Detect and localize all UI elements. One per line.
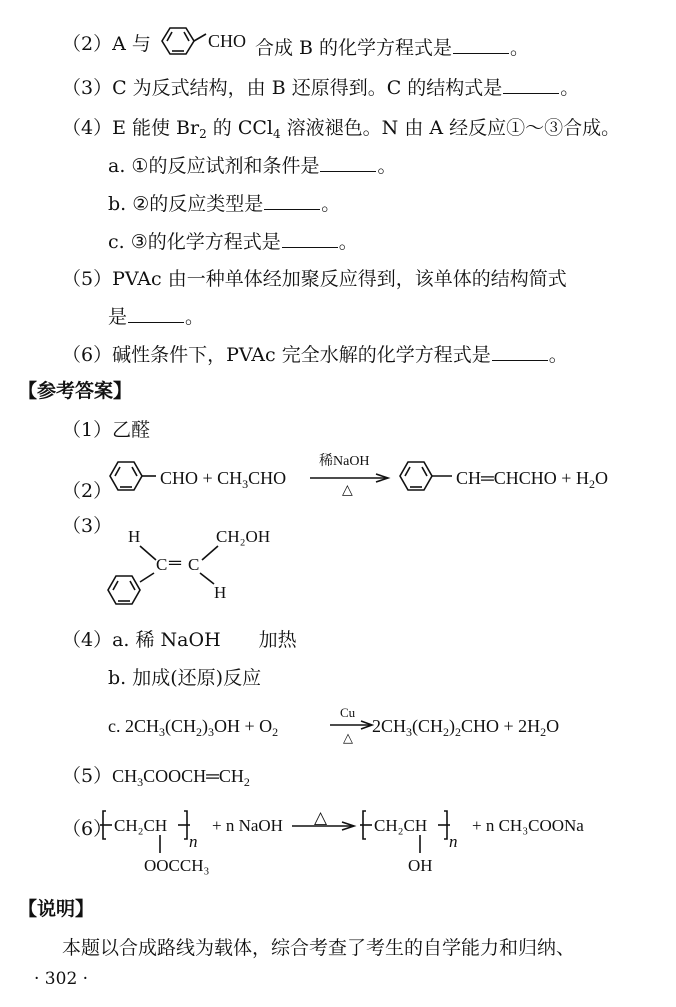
answer-blank[interactable] — [492, 344, 548, 361]
subscript-n: n — [189, 832, 198, 851]
answer-4a: （4）a. 稀 NaOH 加热 — [62, 629, 297, 651]
condition-top: 稀NaOH — [319, 454, 370, 469]
question-4b: b. ②的反应类型是 。 — [108, 193, 341, 215]
question-2: （2）A 与 — [62, 33, 151, 55]
answer-blank[interactable] — [128, 306, 184, 323]
h-atom-bottom: H — [214, 583, 227, 602]
question-number: （2） — [62, 33, 113, 55]
answer-2-reactants: CHO + $CH_3CHO$ — [160, 468, 287, 491]
acetate-group: OOCCH₃ — [144, 856, 210, 875]
structure-cinnamyl-alcohol — [100, 520, 300, 620]
answer-3-number: （3） — [62, 515, 113, 537]
answer-blank[interactable] — [282, 231, 338, 248]
question-5-line2: 是 。 — [108, 306, 205, 328]
answers-heading: 【参考答案】 — [18, 380, 133, 402]
question-6: （6）碱性条件下，PVAc 完全水解的化学方程式是 。 — [62, 344, 568, 366]
reaction-arrow-icon — [330, 721, 378, 731]
subscript-n: n — [449, 832, 458, 851]
answer-4b: b. 加成(还原)反应 — [108, 667, 262, 689]
question-4: （4）E 能使 $Br_2$ 的 CCl$_4$ 溶液褪色。N 由 A 经反应①～③合成。 — [62, 117, 621, 141]
condition-bottom: △ — [342, 483, 353, 498]
condition-heat: △ — [314, 808, 328, 827]
question-4c: c. ③的化学方程式是 。 — [108, 231, 358, 253]
condition-bottom: △ — [343, 730, 353, 745]
question-3: （3）C 为反式结构，由 B 还原得到。C 的结构式是 。 — [62, 77, 580, 99]
h-atom-top: H — [128, 527, 141, 546]
answer-4c-reactants: c. $2CH_3(CH_2)_3OH + O_2$ — [108, 716, 279, 739]
ch2oh-group: CH₂OH — [216, 527, 271, 546]
question-5: （5）PVAc 由一种单体经加聚反应得到，该单体的结构简式 — [62, 268, 567, 290]
answer-blank[interactable] — [264, 193, 320, 210]
notes-text: 本题以合成路线为载体，综合考查了考生的自学能力和归纳、 — [62, 937, 576, 959]
repeat-unit: CH₂CH — [114, 816, 168, 835]
answer-4c-products: $2CH_3(CH_2)_2CHO + 2H_2O$ — [372, 716, 560, 739]
question-4a: a. ①的反应试剂和条件是 。 — [108, 155, 397, 177]
carbon-2: C — [188, 555, 200, 574]
answer-2-number: （2） — [62, 480, 113, 502]
answer-2-products: CH═CHCHO + $H_2O$ — [456, 468, 608, 491]
question-2-rest: 合成 B 的化学方程式是 。 — [255, 37, 530, 59]
page-number: · 302 · — [34, 969, 89, 989]
notes-heading: 【说明】 — [18, 898, 95, 920]
answer-6-equation — [100, 805, 630, 877]
answer-5: $(5)CH_3COOCH═CH_2$ — [62, 765, 250, 789]
hydroxyl-group: OH — [408, 856, 433, 875]
sodium-acetate: + n CH₃COONa — [472, 816, 584, 835]
plus-naoh: + n NaOH — [212, 816, 283, 835]
answer-blank[interactable] — [320, 155, 376, 172]
condition-top: Cu — [340, 705, 356, 720]
benzene-ring-icon — [150, 20, 210, 60]
answer-6-number: （6） — [62, 818, 113, 840]
cho-group: CHO — [208, 31, 247, 51]
carbon-1: C — [156, 555, 168, 574]
answer-blank[interactable] — [453, 37, 509, 54]
answer-blank[interactable] — [503, 77, 559, 94]
benzene-ring-icon — [108, 576, 140, 604]
benzene-ring-icon — [394, 452, 460, 496]
double-bond: ═ — [169, 553, 182, 572]
benzene-ring-icon — [104, 452, 164, 496]
answer-1: （1）乙醛 — [62, 419, 151, 441]
repeat-unit-product: CH₂CH — [374, 816, 428, 835]
